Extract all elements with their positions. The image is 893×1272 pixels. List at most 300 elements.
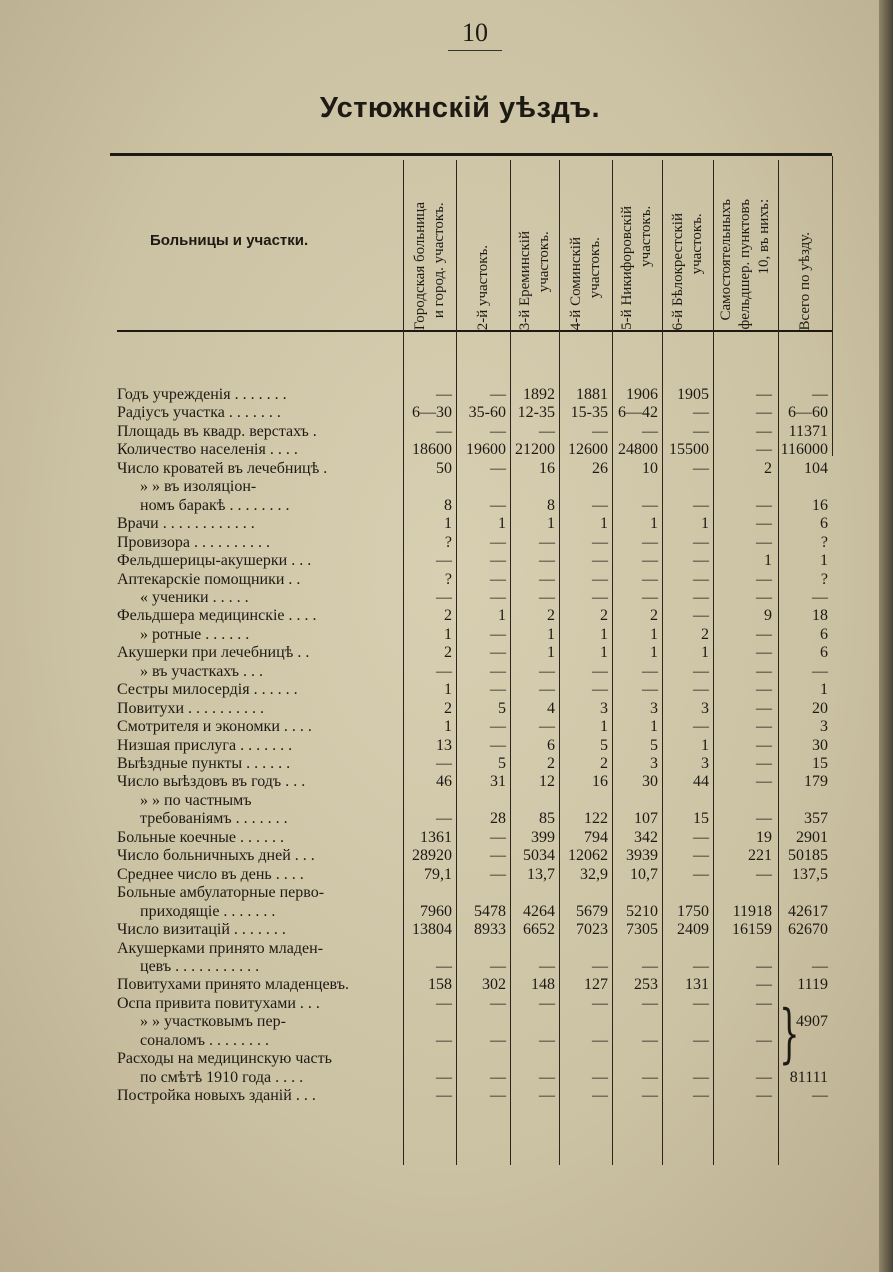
table-cell: 2 bbox=[600, 607, 608, 625]
table-cell: 1 bbox=[701, 736, 709, 754]
table-row bbox=[0, 846, 893, 866]
table-row bbox=[0, 551, 893, 571]
table-cell: 12 bbox=[539, 773, 555, 791]
column-header-label: Всего по уѣзду. bbox=[796, 231, 813, 330]
table-cell: — bbox=[756, 736, 772, 754]
table-cell: 28 bbox=[490, 810, 506, 828]
table-cell: 13804 bbox=[412, 921, 452, 939]
table-row bbox=[0, 754, 893, 774]
table-row bbox=[0, 533, 893, 553]
row-label: Площадь въ квадр. верстахъ . bbox=[117, 422, 317, 440]
table-cell: 2901 bbox=[796, 828, 828, 846]
table-cell: — bbox=[490, 1068, 506, 1086]
row-label: Постройка новыхъ зданій . . . bbox=[117, 1087, 316, 1105]
table-cell: 5 bbox=[498, 755, 506, 772]
table-cell: 42617 bbox=[788, 902, 828, 920]
table-cell: 2 bbox=[701, 625, 709, 643]
table-cell: — bbox=[592, 681, 608, 699]
table-cell: 30 bbox=[812, 736, 828, 754]
table-cell: 1361 bbox=[420, 828, 452, 846]
table-cell: 158 bbox=[428, 976, 452, 994]
table-cell: — bbox=[756, 441, 772, 459]
table-cell: 1 bbox=[650, 644, 658, 662]
table-cell: — bbox=[756, 994, 772, 1012]
table-cell: — bbox=[592, 957, 608, 975]
table-cell: 302 bbox=[482, 976, 506, 994]
table-cell: 1750 bbox=[677, 902, 709, 920]
table-cell: 4907 bbox=[796, 1013, 828, 1031]
table-cell: — bbox=[490, 459, 506, 477]
table-cell: 30 bbox=[642, 773, 658, 791]
table-cell: — bbox=[693, 718, 709, 736]
table-cell: — bbox=[756, 699, 772, 717]
table-cell: 3 bbox=[701, 755, 709, 772]
table-cell: — bbox=[756, 570, 772, 588]
table-cell: — bbox=[693, 681, 709, 699]
table-cell: — bbox=[693, 847, 709, 865]
page-number-rule bbox=[448, 50, 502, 51]
table-cell: — bbox=[642, 994, 658, 1012]
table-cell: 127 bbox=[584, 976, 608, 994]
column-header-label: 3-й Ереминскій участокъ. bbox=[516, 230, 552, 330]
table-cell: — bbox=[756, 865, 772, 883]
row-label: Число визитацій . . . . . . . bbox=[117, 921, 286, 939]
table-cell: 6—42 bbox=[618, 404, 658, 422]
table-cell: — bbox=[436, 422, 452, 440]
table-cell: — bbox=[693, 957, 709, 975]
table-cell: — bbox=[693, 1031, 709, 1049]
table-row bbox=[0, 588, 893, 608]
table-cell: 5 bbox=[600, 736, 608, 754]
table-row bbox=[0, 883, 893, 903]
table-cell: 13,7 bbox=[527, 865, 555, 883]
table-cell: 1906 bbox=[626, 386, 658, 403]
row-label: Число больничныхъ дней . . . bbox=[117, 847, 315, 865]
table-cell: — bbox=[490, 1087, 506, 1105]
row-label: Низшая прислуга . . . . . . . bbox=[117, 736, 293, 754]
row-label: » » участковымъ пер- bbox=[140, 1013, 286, 1031]
table-cell: — bbox=[490, 681, 506, 699]
row-label: Врачи . . . . . . . . . . . . bbox=[117, 515, 255, 533]
table-cell: 50 bbox=[436, 459, 452, 477]
table-cell: — bbox=[436, 552, 452, 570]
table-cell: 5 bbox=[498, 699, 506, 717]
table-cell: 2 bbox=[444, 699, 452, 717]
table-cell: 5 bbox=[650, 736, 658, 754]
table-cell: — bbox=[693, 588, 709, 606]
table-cell: — bbox=[756, 404, 772, 422]
table-cell: — bbox=[642, 1087, 658, 1105]
table-cell: — bbox=[490, 847, 506, 865]
table-cell: — bbox=[539, 588, 555, 606]
column-header-label: 6-й Бѣлокрестскій участокъ. bbox=[669, 212, 705, 330]
table-cell: — bbox=[490, 386, 506, 403]
table-row bbox=[0, 1068, 893, 1088]
table-cell: — bbox=[812, 957, 828, 975]
table-cell: — bbox=[756, 755, 772, 772]
table-cell: — bbox=[490, 736, 506, 754]
row-label: Оспа привита повитухами . . . bbox=[117, 994, 320, 1012]
row-label: Повитухи . . . . . . . . . . bbox=[117, 699, 265, 717]
table-cell: 1 bbox=[498, 607, 506, 625]
table-cell: 5679 bbox=[576, 902, 608, 920]
table-cell: 12600 bbox=[568, 441, 608, 459]
table-row bbox=[0, 680, 893, 700]
table-row bbox=[0, 440, 893, 460]
table-row bbox=[0, 865, 893, 885]
table-cell: 16 bbox=[539, 459, 555, 477]
table-cell: — bbox=[490, 1031, 506, 1049]
table-cell: — bbox=[592, 533, 608, 551]
table-cell: 4264 bbox=[523, 902, 555, 920]
table-cell: — bbox=[490, 496, 506, 514]
table-cell: 16 bbox=[592, 773, 608, 791]
table-row bbox=[0, 1031, 893, 1051]
table-cell: — bbox=[436, 588, 452, 606]
table-cell: — bbox=[693, 496, 709, 514]
row-label: » » въ изоляціон- bbox=[140, 478, 257, 496]
table-cell: — bbox=[693, 1087, 709, 1105]
table-cell: — bbox=[693, 422, 709, 440]
table-cell: 5210 bbox=[626, 902, 658, 920]
table-cell: — bbox=[490, 828, 506, 846]
table-cell: — bbox=[693, 828, 709, 846]
table-row bbox=[0, 699, 893, 719]
table-cell: 2 bbox=[600, 755, 608, 772]
table-cell: — bbox=[539, 681, 555, 699]
table-cell: 2 bbox=[444, 644, 452, 662]
column-header-8 bbox=[778, 160, 832, 330]
table-cell: 6 bbox=[547, 736, 555, 754]
row-label: Провизора . . . . . . . . . . bbox=[117, 533, 270, 551]
column-header-4 bbox=[559, 160, 612, 330]
table-row bbox=[0, 385, 893, 405]
table-cell: 1 bbox=[764, 552, 772, 570]
table-cell: — bbox=[693, 865, 709, 883]
table-cell: 1881 bbox=[576, 386, 608, 403]
table-cell: — bbox=[490, 718, 506, 736]
row-label: Сестры милосердія . . . . . . bbox=[117, 681, 298, 699]
table-row bbox=[0, 662, 893, 682]
table-cell: — bbox=[756, 773, 772, 791]
table-cell: 50185 bbox=[788, 847, 828, 865]
table-row bbox=[0, 902, 893, 922]
table-cell: — bbox=[592, 994, 608, 1012]
table-cell: — bbox=[592, 1068, 608, 1086]
table-cell: 28920 bbox=[412, 847, 452, 865]
table-cell: 4 bbox=[547, 699, 555, 717]
page-number: 10 bbox=[462, 18, 488, 47]
column-header-2 bbox=[456, 160, 510, 330]
row-label: Акушерки при лечебницѣ . . bbox=[117, 644, 310, 662]
table-cell: — bbox=[756, 533, 772, 551]
table-cell: 1 bbox=[444, 625, 452, 643]
table-row bbox=[0, 1049, 893, 1069]
table-cell: — bbox=[539, 533, 555, 551]
row-label: « ученики . . . . . bbox=[140, 588, 249, 606]
row-label: Радіусъ участка . . . . . . . bbox=[117, 404, 281, 422]
table-cell: 16 bbox=[812, 496, 828, 514]
table-cell: 1 bbox=[600, 515, 608, 533]
column-header-label: Городская больница и город. участокъ. bbox=[411, 201, 447, 330]
table-cell: 794 bbox=[584, 828, 608, 846]
column-header-1 bbox=[403, 160, 456, 330]
table-cell: 1 bbox=[444, 718, 452, 736]
table-row bbox=[0, 957, 893, 977]
column-header-5 bbox=[612, 160, 662, 330]
table-cell: — bbox=[592, 662, 608, 680]
column-header-label: 2-й участокъ. bbox=[474, 244, 491, 330]
table-cell: — bbox=[539, 1031, 555, 1049]
table-cell: — bbox=[436, 957, 452, 975]
table-cell: 1 bbox=[444, 515, 452, 533]
brace-smallpox-total: } bbox=[779, 997, 800, 1071]
table-cell: 7305 bbox=[626, 921, 658, 939]
table-cell: — bbox=[436, 755, 452, 772]
table-cell: 12-35 bbox=[517, 404, 555, 422]
table-cell: — bbox=[756, 625, 772, 643]
table-row bbox=[0, 791, 893, 811]
table-cell: — bbox=[642, 957, 658, 975]
table-cell: 1905 bbox=[677, 386, 709, 403]
table-cell: 31 bbox=[490, 773, 506, 791]
table-cell: — bbox=[592, 588, 608, 606]
table-cell: — bbox=[490, 994, 506, 1012]
table-cell: — bbox=[490, 957, 506, 975]
table-cell: — bbox=[539, 957, 555, 975]
row-label: Фельдшерицы-акушерки . . . bbox=[117, 552, 312, 570]
table-cell: — bbox=[539, 718, 555, 736]
row-label: Повитухами принято младенцевъ. bbox=[117, 976, 349, 994]
table-cell: 16159 bbox=[732, 921, 772, 939]
table-row bbox=[0, 809, 893, 829]
table-cell: — bbox=[812, 662, 828, 680]
table-cell: 15 bbox=[812, 755, 828, 772]
table-cell: — bbox=[642, 662, 658, 680]
table-cell: 2 bbox=[764, 459, 772, 477]
table-cell: 21200 bbox=[515, 441, 555, 459]
table-cell: 131 bbox=[685, 976, 709, 994]
table-cell: 79,1 bbox=[424, 865, 452, 883]
table-cell: 7023 bbox=[576, 921, 608, 939]
table-cell: 8933 bbox=[474, 921, 506, 939]
row-label: » » по частнымъ bbox=[140, 791, 252, 809]
table-cell: 1 bbox=[650, 718, 658, 736]
table-cell: 19600 bbox=[466, 441, 506, 459]
table-row bbox=[0, 772, 893, 792]
row-label: Смотрителя и экономки . . . . bbox=[117, 718, 312, 736]
table-row bbox=[0, 403, 893, 423]
table-cell: — bbox=[490, 533, 506, 551]
table-cell: 253 bbox=[634, 976, 658, 994]
table-cell: — bbox=[592, 422, 608, 440]
table-cell: 6652 bbox=[523, 921, 555, 939]
table-cell: 1 bbox=[701, 644, 709, 662]
table-cell: 2409 bbox=[677, 921, 709, 939]
table-row bbox=[0, 570, 893, 590]
table-cell: — bbox=[539, 422, 555, 440]
table-cell: ? bbox=[820, 533, 828, 551]
table-row bbox=[0, 459, 893, 479]
table-cell: — bbox=[756, 681, 772, 699]
table-cell: 35-60 bbox=[468, 404, 506, 422]
table-cell: — bbox=[490, 662, 506, 680]
table-cell: 15-35 bbox=[570, 404, 608, 422]
table-cell: — bbox=[436, 386, 452, 403]
table-cell: — bbox=[642, 422, 658, 440]
table-cell: — bbox=[756, 496, 772, 514]
table-cell: 13 bbox=[436, 736, 452, 754]
table-cell: 3 bbox=[820, 718, 828, 736]
table-cell: 1 bbox=[600, 644, 608, 662]
table-cell: 221 bbox=[748, 847, 772, 865]
table-cell: 11371 bbox=[788, 422, 828, 440]
row-label: номъ баракѣ . . . . . . . . bbox=[140, 496, 290, 514]
row-label: Среднее число въ день . . . . bbox=[117, 865, 304, 883]
table-cell: 104 bbox=[804, 459, 828, 477]
row-label: Число кроватей въ лечебницѣ . bbox=[117, 459, 328, 477]
column-header-7 bbox=[713, 160, 778, 330]
table-cell: 12062 bbox=[568, 847, 608, 865]
table-cell: 1 bbox=[444, 681, 452, 699]
table-cell: — bbox=[756, 718, 772, 736]
table-cell: — bbox=[592, 496, 608, 514]
table-row bbox=[0, 828, 893, 848]
table-cell: 1 bbox=[547, 515, 555, 533]
row-label: Акушерками принято младен- bbox=[117, 939, 324, 957]
table-cell: 18600 bbox=[412, 441, 452, 459]
row-label: по смѣтѣ 1910 года . . . . bbox=[140, 1068, 304, 1086]
table-cell: — bbox=[490, 422, 506, 440]
table-cell: — bbox=[642, 588, 658, 606]
table-cell: 26 bbox=[592, 459, 608, 477]
row-label: требованіямъ . . . . . . . bbox=[140, 810, 288, 828]
table-cell: — bbox=[539, 552, 555, 570]
table-cell: 1119 bbox=[797, 976, 828, 994]
row-label: Число выѣздовъ въ годъ . . . bbox=[117, 773, 306, 791]
table-cell: 24800 bbox=[618, 441, 658, 459]
row-label: Фельдшера медицинскіе . . . . bbox=[117, 607, 317, 625]
table-cell: 3 bbox=[650, 755, 658, 772]
row-label: Количество населенія . . . . bbox=[117, 441, 298, 459]
table-cell: 116000 bbox=[780, 441, 828, 459]
table-row bbox=[0, 975, 893, 995]
table-row bbox=[0, 1012, 893, 1032]
row-label: соналомъ . . . . . . . . bbox=[140, 1031, 269, 1049]
column-header-6 bbox=[662, 160, 713, 330]
table-cell: — bbox=[436, 1087, 452, 1105]
table-cell: 32,9 bbox=[580, 865, 608, 883]
table-cell: 2 bbox=[650, 607, 658, 625]
table-row bbox=[0, 920, 893, 940]
table-cell: 8 bbox=[547, 496, 555, 514]
table-cell: — bbox=[642, 552, 658, 570]
row-header: Больницы и участки. bbox=[150, 232, 309, 249]
table-cell: — bbox=[812, 386, 828, 403]
table-cell: 85 bbox=[539, 810, 555, 828]
table-header-rule bbox=[117, 330, 832, 332]
table-cell: — bbox=[642, 681, 658, 699]
column-header-label: Самостоятельныхъ фельдшер. пунктовъ 10, въ нихъ: bbox=[718, 199, 772, 330]
table-cell: 10 bbox=[642, 459, 658, 477]
table-cell: — bbox=[592, 1087, 608, 1105]
table-cell: 6—30 bbox=[412, 404, 452, 422]
row-label: Больные амбулаторные перво- bbox=[117, 884, 325, 902]
table-cell: 9 bbox=[764, 607, 772, 625]
table-cell: — bbox=[756, 1031, 772, 1049]
row-label: приходящіе . . . . . . . bbox=[140, 902, 276, 920]
table-row bbox=[0, 939, 893, 959]
table-cell: 1 bbox=[701, 515, 709, 533]
table-row bbox=[0, 643, 893, 663]
table-cell: — bbox=[436, 994, 452, 1012]
row-label: Аптекарскіе помощники . . bbox=[117, 570, 301, 588]
table-row bbox=[0, 717, 893, 737]
table-cell: — bbox=[490, 552, 506, 570]
row-label: » ротные . . . . . . bbox=[140, 625, 250, 643]
table-cell: 1 bbox=[650, 625, 658, 643]
table-cell: 107 bbox=[634, 810, 658, 828]
table-cell: 1 bbox=[498, 515, 506, 533]
table-cell: — bbox=[693, 459, 709, 477]
row-label: Больные коечные . . . . . . bbox=[117, 828, 284, 846]
table-cell: 19 bbox=[756, 828, 772, 846]
table-cell: 148 bbox=[531, 976, 555, 994]
table-row bbox=[0, 625, 893, 645]
table-cell: 5478 bbox=[474, 902, 506, 920]
table-cell: 2 bbox=[547, 607, 555, 625]
table-row bbox=[0, 496, 893, 516]
table-cell: — bbox=[592, 570, 608, 588]
column-header-label: 5-й Никифоровскій участокъ. bbox=[619, 206, 654, 330]
table-cell: — bbox=[693, 662, 709, 680]
table-cell: 137,5 bbox=[792, 865, 828, 883]
table-cell: 2 bbox=[547, 755, 555, 772]
table-cell: — bbox=[539, 662, 555, 680]
table-cell: — bbox=[436, 1068, 452, 1086]
table-cell: 1 bbox=[547, 625, 555, 643]
table-cell: — bbox=[539, 570, 555, 588]
table-cell: 3 bbox=[650, 699, 658, 717]
table-cell: — bbox=[756, 386, 772, 403]
table-cell: 1 bbox=[820, 552, 828, 570]
column-header-label: 4-й Соминскій участокъ. bbox=[567, 236, 603, 330]
table-cell: — bbox=[436, 662, 452, 680]
column-header-3 bbox=[510, 160, 559, 330]
table-cell: — bbox=[642, 1068, 658, 1086]
table-cell: — bbox=[693, 404, 709, 422]
table-cell: — bbox=[756, 976, 772, 994]
table-cell: 2 bbox=[444, 607, 452, 625]
table-cell: 5034 bbox=[523, 847, 555, 865]
table-cell: — bbox=[812, 1087, 828, 1105]
table-cell: 1 bbox=[547, 644, 555, 662]
table-cell: 44 bbox=[693, 773, 709, 791]
table-cell: — bbox=[642, 496, 658, 514]
table-cell: — bbox=[592, 552, 608, 570]
table-cell: — bbox=[756, 1087, 772, 1105]
table-cell: — bbox=[693, 570, 709, 588]
table-cell: — bbox=[756, 810, 772, 828]
table-cell: — bbox=[539, 994, 555, 1012]
table-cell: 1 bbox=[820, 681, 828, 699]
table-cell: 1 bbox=[600, 718, 608, 736]
table-cell: — bbox=[490, 644, 506, 662]
table-cell: ? bbox=[444, 533, 452, 551]
table-row bbox=[0, 994, 893, 1014]
table-cell: — bbox=[693, 607, 709, 625]
table-row bbox=[0, 1086, 893, 1106]
